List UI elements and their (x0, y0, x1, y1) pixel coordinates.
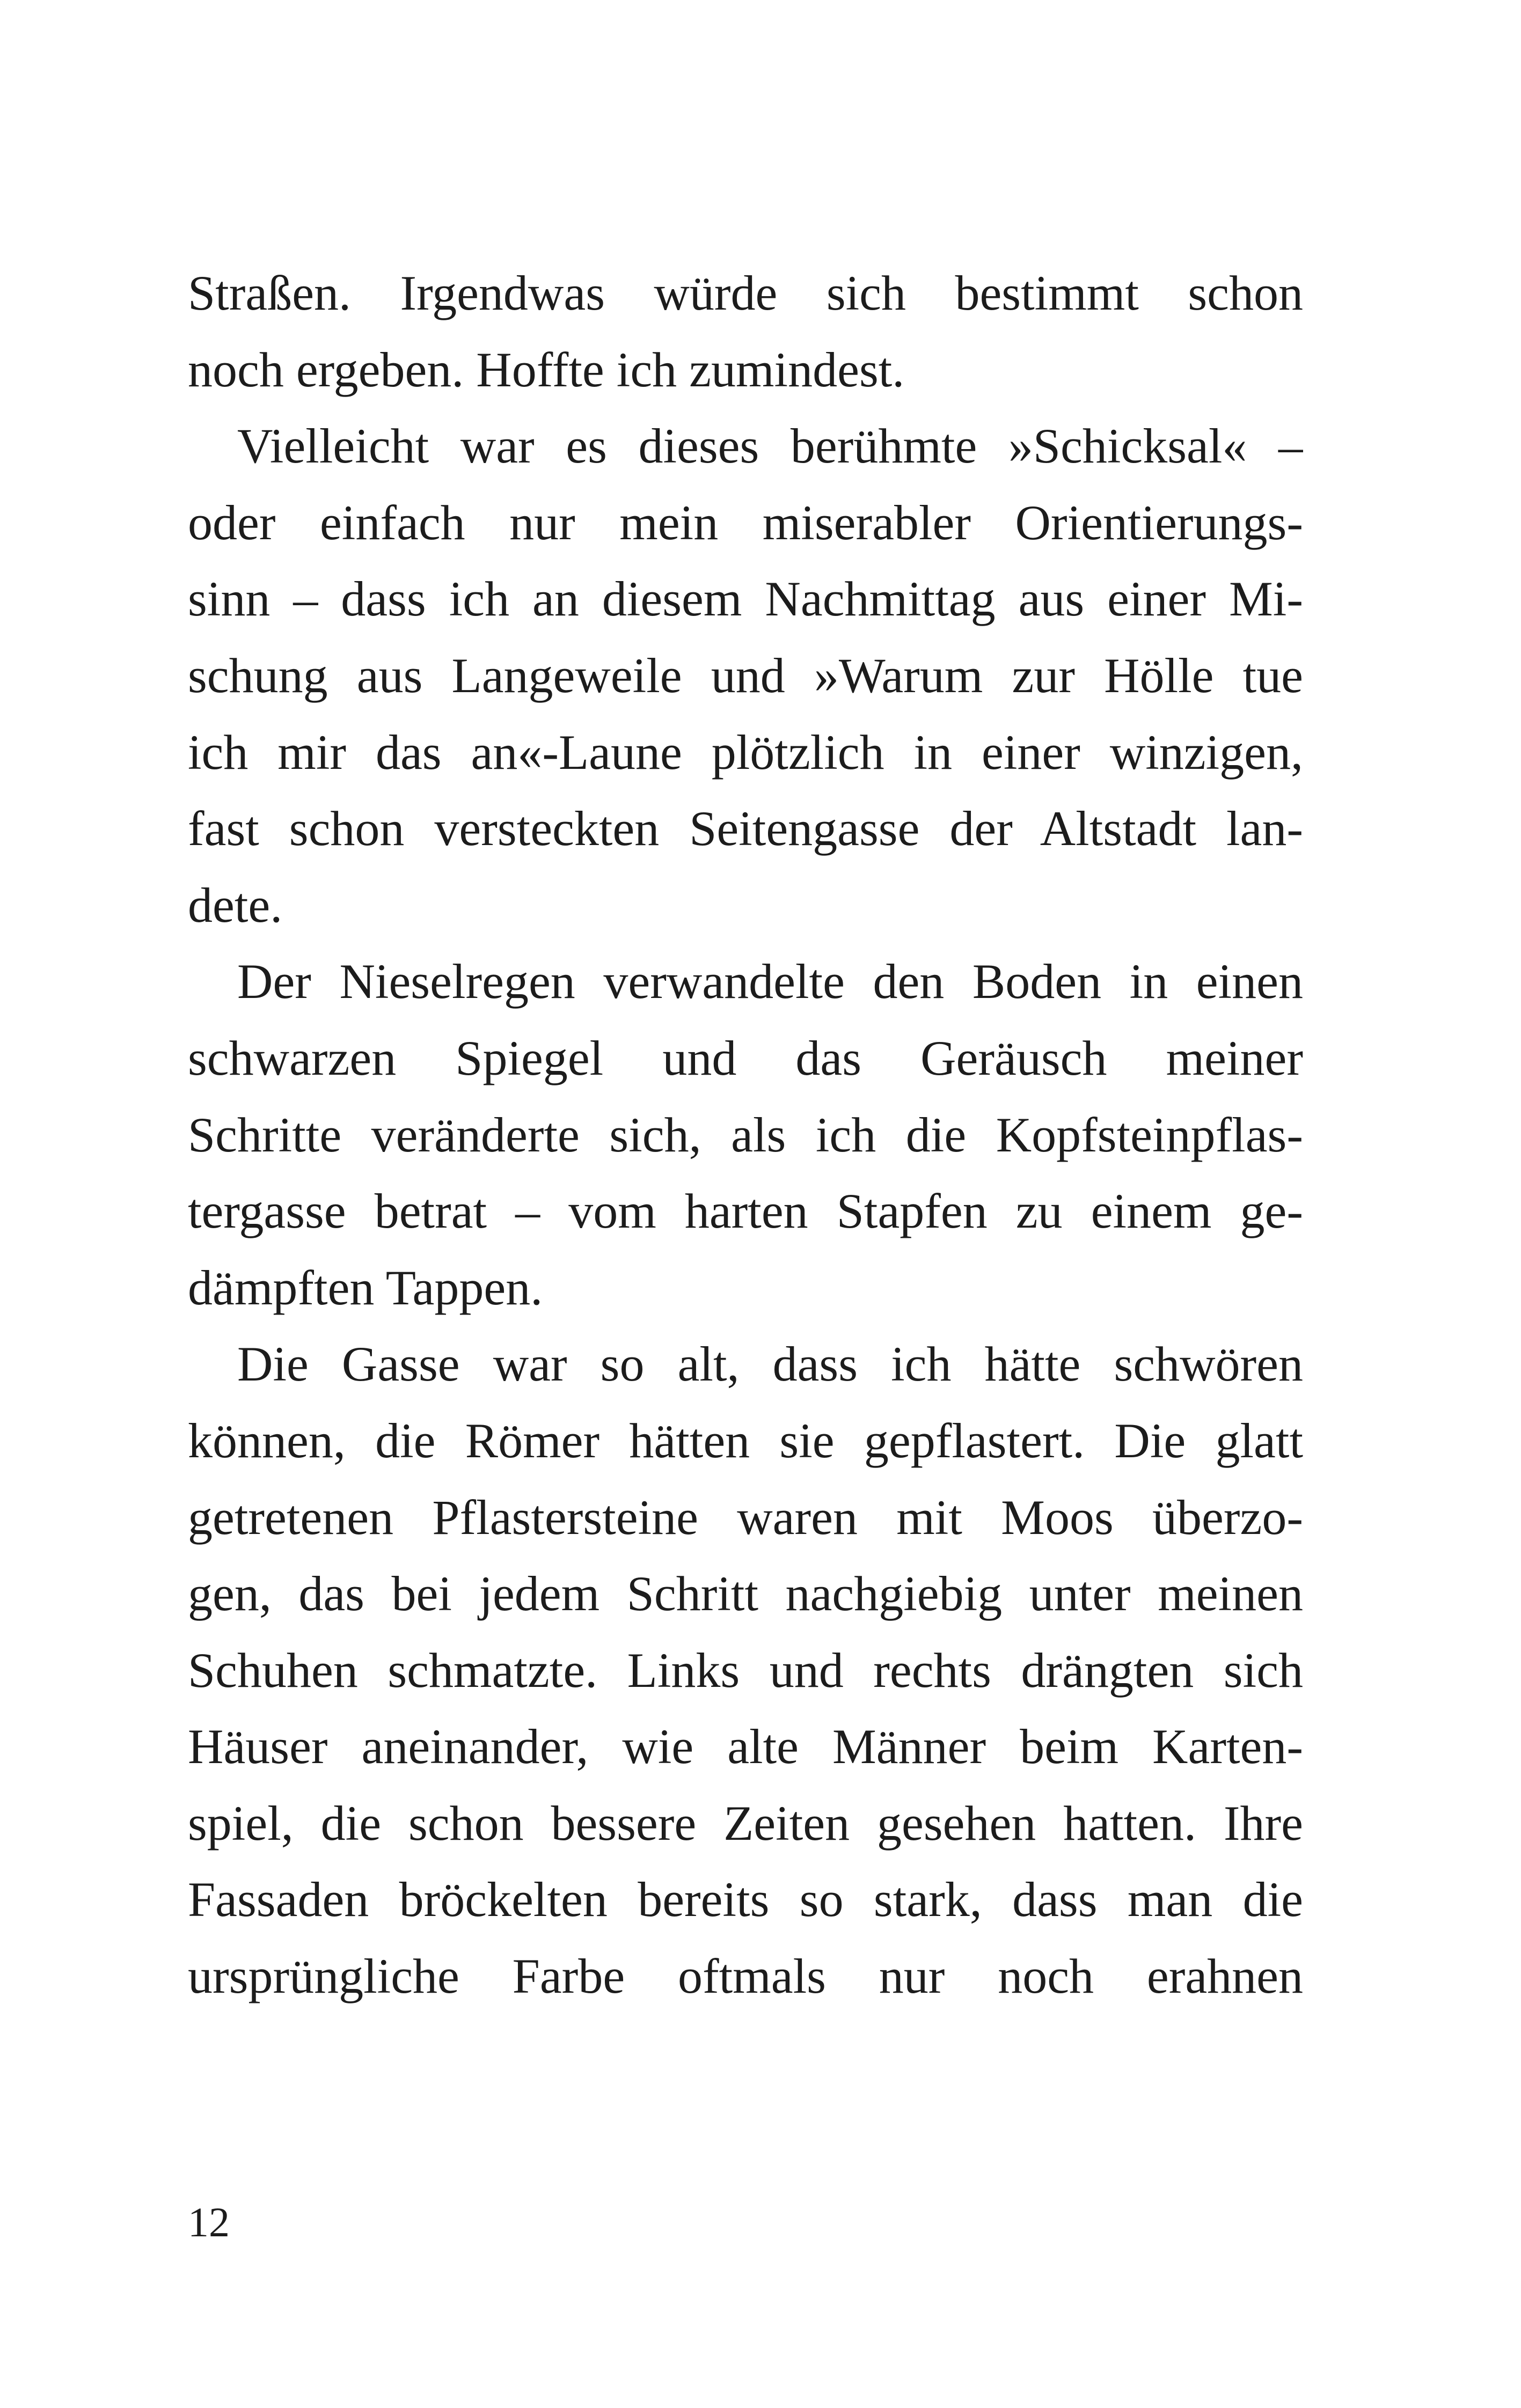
text-line: Fassaden bröckelten bereits so stark, dass man die (188, 1872, 1303, 1927)
body-text (188, 255, 1303, 2015)
text-line: Vielleicht war es dieses berühmte »Schicksal« – (237, 419, 1303, 474)
text-line: schwarzen Spiegel und das Geräusch meiner (188, 1030, 1303, 1085)
text-line: Schritte veränderte sich, als ich die Kopfsteinpflas- (188, 1107, 1303, 1162)
text-line: fast schon versteckten Seitengasse der Altstadt lan- (188, 801, 1303, 856)
text-line: Der Nieselregen verwandelte den Boden in einen (237, 954, 1303, 1009)
text-line: sinn – dass ich an diesem Nachmittag aus einer Mi- (188, 571, 1303, 627)
text-line: tergasse betrat – vom harten Stapfen zu einem ge- (188, 1184, 1303, 1239)
text-line: schung aus Langeweile und »Warum zur Hölle tue (188, 648, 1303, 703)
page-number: 12 (188, 2199, 230, 2245)
text-line: dämpften Tappen. (188, 1260, 543, 1315)
text-line: ich mir das an«-Laune plötzlich in einer winzigen, (188, 724, 1303, 780)
text-line: Straßen. Irgendwas würde sich bestimmt schon (188, 266, 1303, 320)
text-line: Die Gasse war so alt, dass ich hätte schwören (237, 1337, 1303, 1392)
text-line: spiel, die schon bessere Zeiten gesehen hatten. Ihre (188, 1795, 1303, 1851)
text-line: können, die Römer hätten sie gepflastert. Die glatt (188, 1413, 1303, 1468)
text-line: getretenen Pflastersteine waren mit Moos überzo- (188, 1489, 1303, 1545)
text-line: gen, das bei jedem Schritt nachgiebig unter meinen (188, 1566, 1303, 1621)
text-line: ursprüngliche Farbe oftmals nur noch erahnen (188, 1949, 1303, 2004)
text-line: dete. (188, 877, 283, 933)
text-line: Schuhen schmatzte. Links und rechts drängten sich (188, 1642, 1303, 1698)
text-line: Häuser aneinander, wie alte Männer beim Karten- (188, 1719, 1303, 1774)
text-line: noch ergeben. Hoffte ich zumindest. (188, 342, 905, 397)
text-line: oder einfach nur mein miserabler Orientierungs- (188, 495, 1303, 550)
